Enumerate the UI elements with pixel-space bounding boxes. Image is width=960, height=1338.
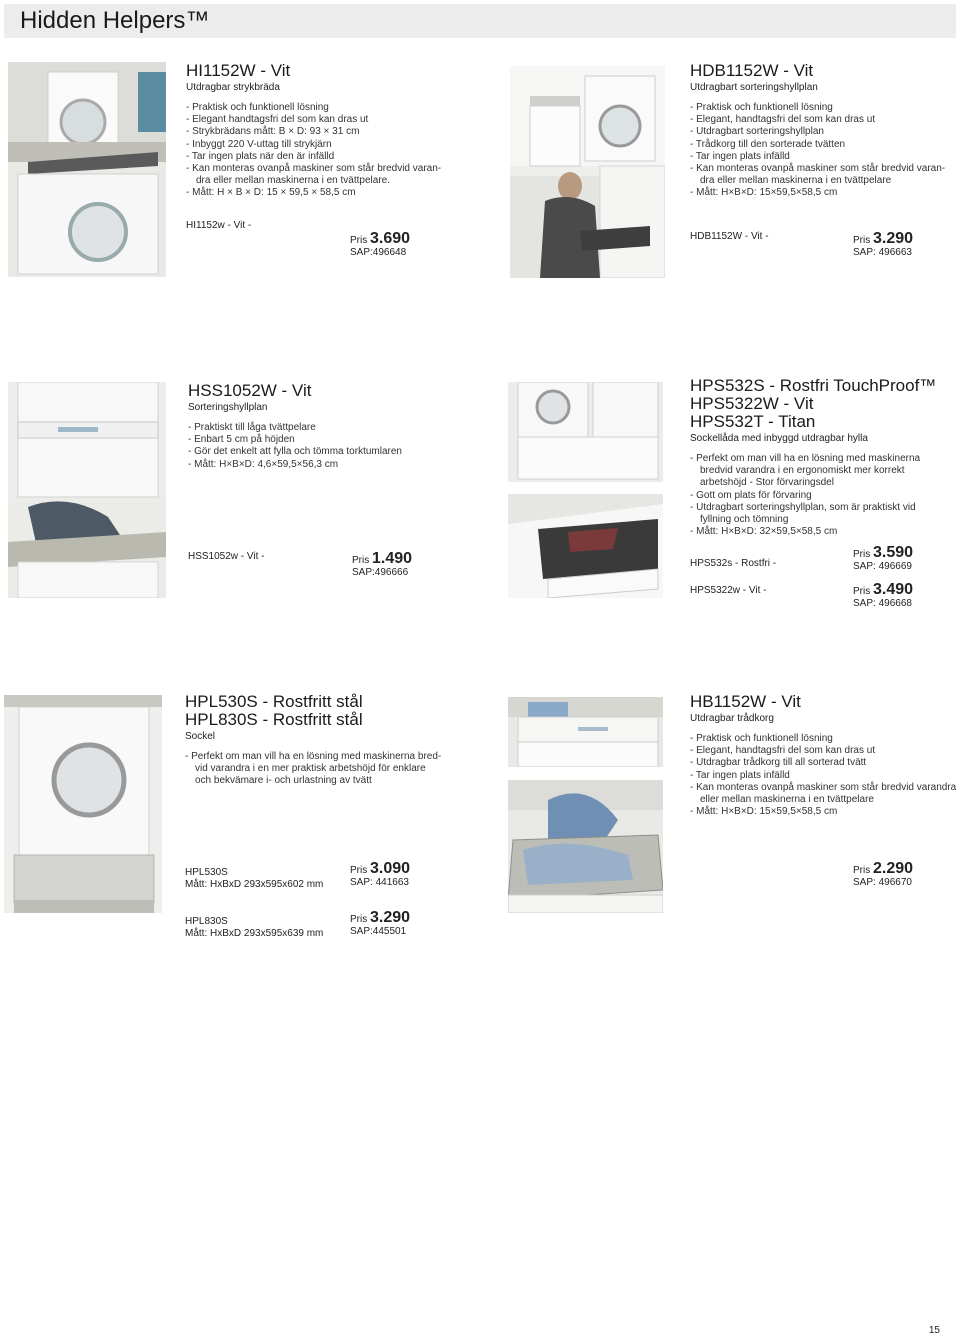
product-title: HDB1152W - Vit bbox=[690, 61, 814, 80]
feature-item: dra eller mellan maskinerna i en tvättpelare. bbox=[196, 175, 390, 187]
product-title: HPL830S - Rostfritt stål bbox=[185, 710, 363, 729]
product-photo-hpl530s bbox=[4, 695, 162, 913]
feature-item: - Kan monteras ovanpå maskiner som står bredvid varan- bbox=[186, 163, 442, 175]
price-value: 3.590 bbox=[873, 544, 914, 561]
product-block-hps532s bbox=[690, 377, 955, 538]
feature-item: - Trådkorg till den sorterade tvätten bbox=[690, 138, 846, 150]
page-header bbox=[4, 4, 956, 38]
product-photo-hi1152w bbox=[8, 62, 166, 277]
feature-item: - Utdragbart sorteringshyllplan bbox=[690, 126, 824, 138]
product-subtitle: Sockellåda med inbyggd utdragbar hylla bbox=[690, 433, 868, 444]
price-value: 3.290 bbox=[370, 909, 411, 926]
feature-item: och bekvämare i- och urlastning av tvätt bbox=[195, 775, 372, 787]
price-block bbox=[350, 860, 411, 889]
product-photo-hdb1152w bbox=[510, 66, 665, 278]
price-value: 3.690 bbox=[370, 230, 411, 247]
product-title: HPS5322W - Vit bbox=[690, 394, 814, 413]
feature-item: - Praktisk och funktionell lösning bbox=[186, 102, 329, 113]
feature-item: fyllning och tömning bbox=[700, 514, 789, 526]
price-block bbox=[853, 860, 914, 889]
feature-item: - Perfekt om man vill ha en lösning med maskinerna bbox=[690, 453, 921, 464]
variant-label bbox=[185, 867, 323, 891]
sap-number: SAP:445501 bbox=[350, 926, 407, 937]
product-title: HB1152W - Vit bbox=[690, 692, 801, 711]
price-block bbox=[853, 544, 914, 573]
product-subtitle: Utdragbart sorteringshyllplan bbox=[690, 82, 818, 93]
price-value: 3.090 bbox=[370, 860, 411, 877]
page-number: 15 bbox=[928, 1325, 940, 1336]
price-value: 1.490 bbox=[372, 550, 413, 567]
product-photo-hps532s-top bbox=[508, 382, 663, 482]
feature-item: - Mått: H×B×D: 4,6×59,5×56,3 cm bbox=[188, 458, 339, 470]
product-block-hss1052w bbox=[188, 382, 458, 471]
sap-number: SAP: 496663 bbox=[853, 247, 912, 258]
product-title: HSS1052W - Vit bbox=[188, 381, 312, 400]
product-block-hb1152w bbox=[690, 693, 955, 818]
feature-item: - Praktisk och funktionell lösning bbox=[690, 733, 833, 744]
feature-item: - Praktiskt till låga tvättpelare bbox=[188, 422, 316, 433]
product-subtitle: Utdragbar trådkorg bbox=[690, 713, 774, 724]
price-value: 2.290 bbox=[873, 860, 914, 877]
product-title: HPS532T - Titan bbox=[690, 412, 816, 431]
product-photo-hb1152w-basket bbox=[508, 780, 663, 913]
sap-number: SAP: 441663 bbox=[350, 877, 409, 888]
variant-label bbox=[185, 916, 323, 940]
feature-item: - Kan monteras ovanpå maskiner som står bredvid varandra bbox=[690, 781, 957, 793]
feature-item: - Utdragbar trådkorg till all sorterad tvätt bbox=[690, 757, 867, 769]
feature-item: eller mellan maskinerna i en tvättpelare bbox=[700, 794, 874, 806]
variant-dimensions: Mått: HxBxD 293x595x639 mm bbox=[185, 928, 324, 939]
feature-item: - Elegant, handtagsfri del som kan dras ut bbox=[690, 745, 876, 757]
feature-list bbox=[188, 422, 458, 471]
product-photo-hb1152w-top bbox=[508, 697, 663, 767]
feature-list bbox=[185, 751, 465, 788]
feature-item: - Elegant handtagsfri del som kan dras ut bbox=[186, 114, 369, 126]
price-label: Pris bbox=[853, 235, 871, 246]
feature-item: bredvid varandra i en ergonomiskt mer korrekt bbox=[700, 465, 905, 477]
price-label: Pris bbox=[350, 914, 368, 925]
feature-item: - Mått: H×B×D: 15×59,5×58,5 cm bbox=[690, 806, 838, 818]
feature-list bbox=[690, 453, 955, 538]
product-block-hpl530s bbox=[185, 693, 465, 788]
feature-item: - Mått: H × B × D: 15 × 59,5 × 58,5 cm bbox=[186, 187, 356, 199]
product-subtitle: Utdragbar strykbräda bbox=[186, 82, 280, 93]
price-label: Pris bbox=[350, 865, 368, 876]
product-title: HI1152W - Vit bbox=[186, 61, 291, 80]
feature-item: - Praktisk och funktionell lösning bbox=[690, 102, 833, 113]
feature-item: - Inbyggt 220 V-uttag till strykjärn bbox=[186, 138, 332, 150]
price-label: Pris bbox=[853, 865, 871, 876]
price-label: Pris bbox=[352, 555, 370, 566]
feature-list bbox=[690, 102, 955, 200]
feature-item: - Gott om plats för förvaring bbox=[690, 489, 812, 501]
product-photo-hss1052w bbox=[8, 382, 166, 598]
price-block bbox=[853, 230, 914, 259]
sap-number: SAP: 496669 bbox=[853, 561, 912, 572]
feature-item: - Strykbrädans mått: B × D: 93 × 31 cm bbox=[186, 126, 360, 138]
variant-label: HPS5322w - Vit - bbox=[690, 585, 767, 596]
feature-item: - Gör det enkelt att fylla och tömma torktumlaren bbox=[188, 446, 402, 458]
feature-item: arbetshöjd - Stor förvaringsdel bbox=[700, 477, 834, 489]
feature-item: - Tar ingen plats infälld bbox=[690, 769, 790, 781]
variant-label: HSS1052w - Vit - bbox=[188, 551, 265, 562]
feature-item: dra eller mellan maskinerna i en tvättpelare bbox=[700, 175, 892, 187]
feature-item: - Mått: H×B×D: 15×59,5×58,5 cm bbox=[690, 187, 838, 199]
price-block bbox=[352, 550, 413, 579]
feature-item: - Perfekt om man vill ha en lösning med maskinerna bred- bbox=[185, 751, 442, 762]
variant-dimensions: Mått: HxBxD 293x595x602 mm bbox=[185, 879, 324, 890]
page-title: Hidden Helpers™ bbox=[20, 7, 210, 34]
feature-list bbox=[690, 733, 955, 818]
variant-label: HPS532s - Rostfri - bbox=[690, 558, 777, 569]
variant-label: HI1152w - Vit - bbox=[186, 220, 252, 231]
product-title: HPS532S - Rostfri TouchProof™ bbox=[690, 376, 937, 395]
feature-item: - Enbart 5 cm på höjden bbox=[188, 434, 295, 446]
price-label: Pris bbox=[350, 235, 368, 246]
feature-item: vid varandra i en mer praktisk arbetshöjd för enklare bbox=[195, 763, 426, 775]
price-block bbox=[350, 230, 411, 259]
feature-item: - Mått: H×B×D: 32×59,5×58,5 cm bbox=[690, 526, 838, 538]
product-subtitle: Sorteringshyllplan bbox=[188, 402, 268, 413]
variant-label: HDB1152W - Vit - bbox=[690, 231, 769, 242]
feature-item: - Tar ingen plats när den är infälld bbox=[186, 150, 335, 162]
price-block bbox=[853, 581, 914, 610]
product-photo-hps532s-drawer bbox=[508, 494, 663, 598]
price-value: 3.490 bbox=[873, 581, 914, 598]
product-block-hi1152w bbox=[186, 62, 456, 200]
price-value: 3.290 bbox=[873, 230, 914, 247]
variant-name: HPL830S bbox=[185, 916, 228, 927]
feature-item: - Elegant, handtagsfri del som kan dras ut bbox=[690, 114, 876, 126]
sap-number: SAP:496666 bbox=[352, 567, 409, 578]
feature-item: - Tar ingen plats infälld bbox=[690, 150, 790, 162]
feature-list bbox=[186, 102, 456, 200]
variant-name: HPL530S bbox=[185, 867, 228, 878]
feature-item: - Kan monteras ovanpå maskiner som står bredvid varan- bbox=[690, 163, 946, 175]
sap-number: SAP: 496670 bbox=[853, 877, 912, 888]
product-title: HPL530S - Rostfritt stål bbox=[185, 692, 363, 711]
price-label: Pris bbox=[853, 549, 871, 560]
feature-item: - Utdragbart sorteringshyllplan, som är praktiskt vid bbox=[690, 501, 916, 513]
price-label: Pris bbox=[853, 586, 871, 597]
sap-number: SAP:496648 bbox=[350, 247, 407, 258]
sap-number: SAP: 496668 bbox=[853, 598, 912, 609]
price-block bbox=[350, 909, 411, 938]
product-block-hdb1152w bbox=[690, 62, 955, 200]
product-subtitle: Sockel bbox=[185, 731, 216, 742]
